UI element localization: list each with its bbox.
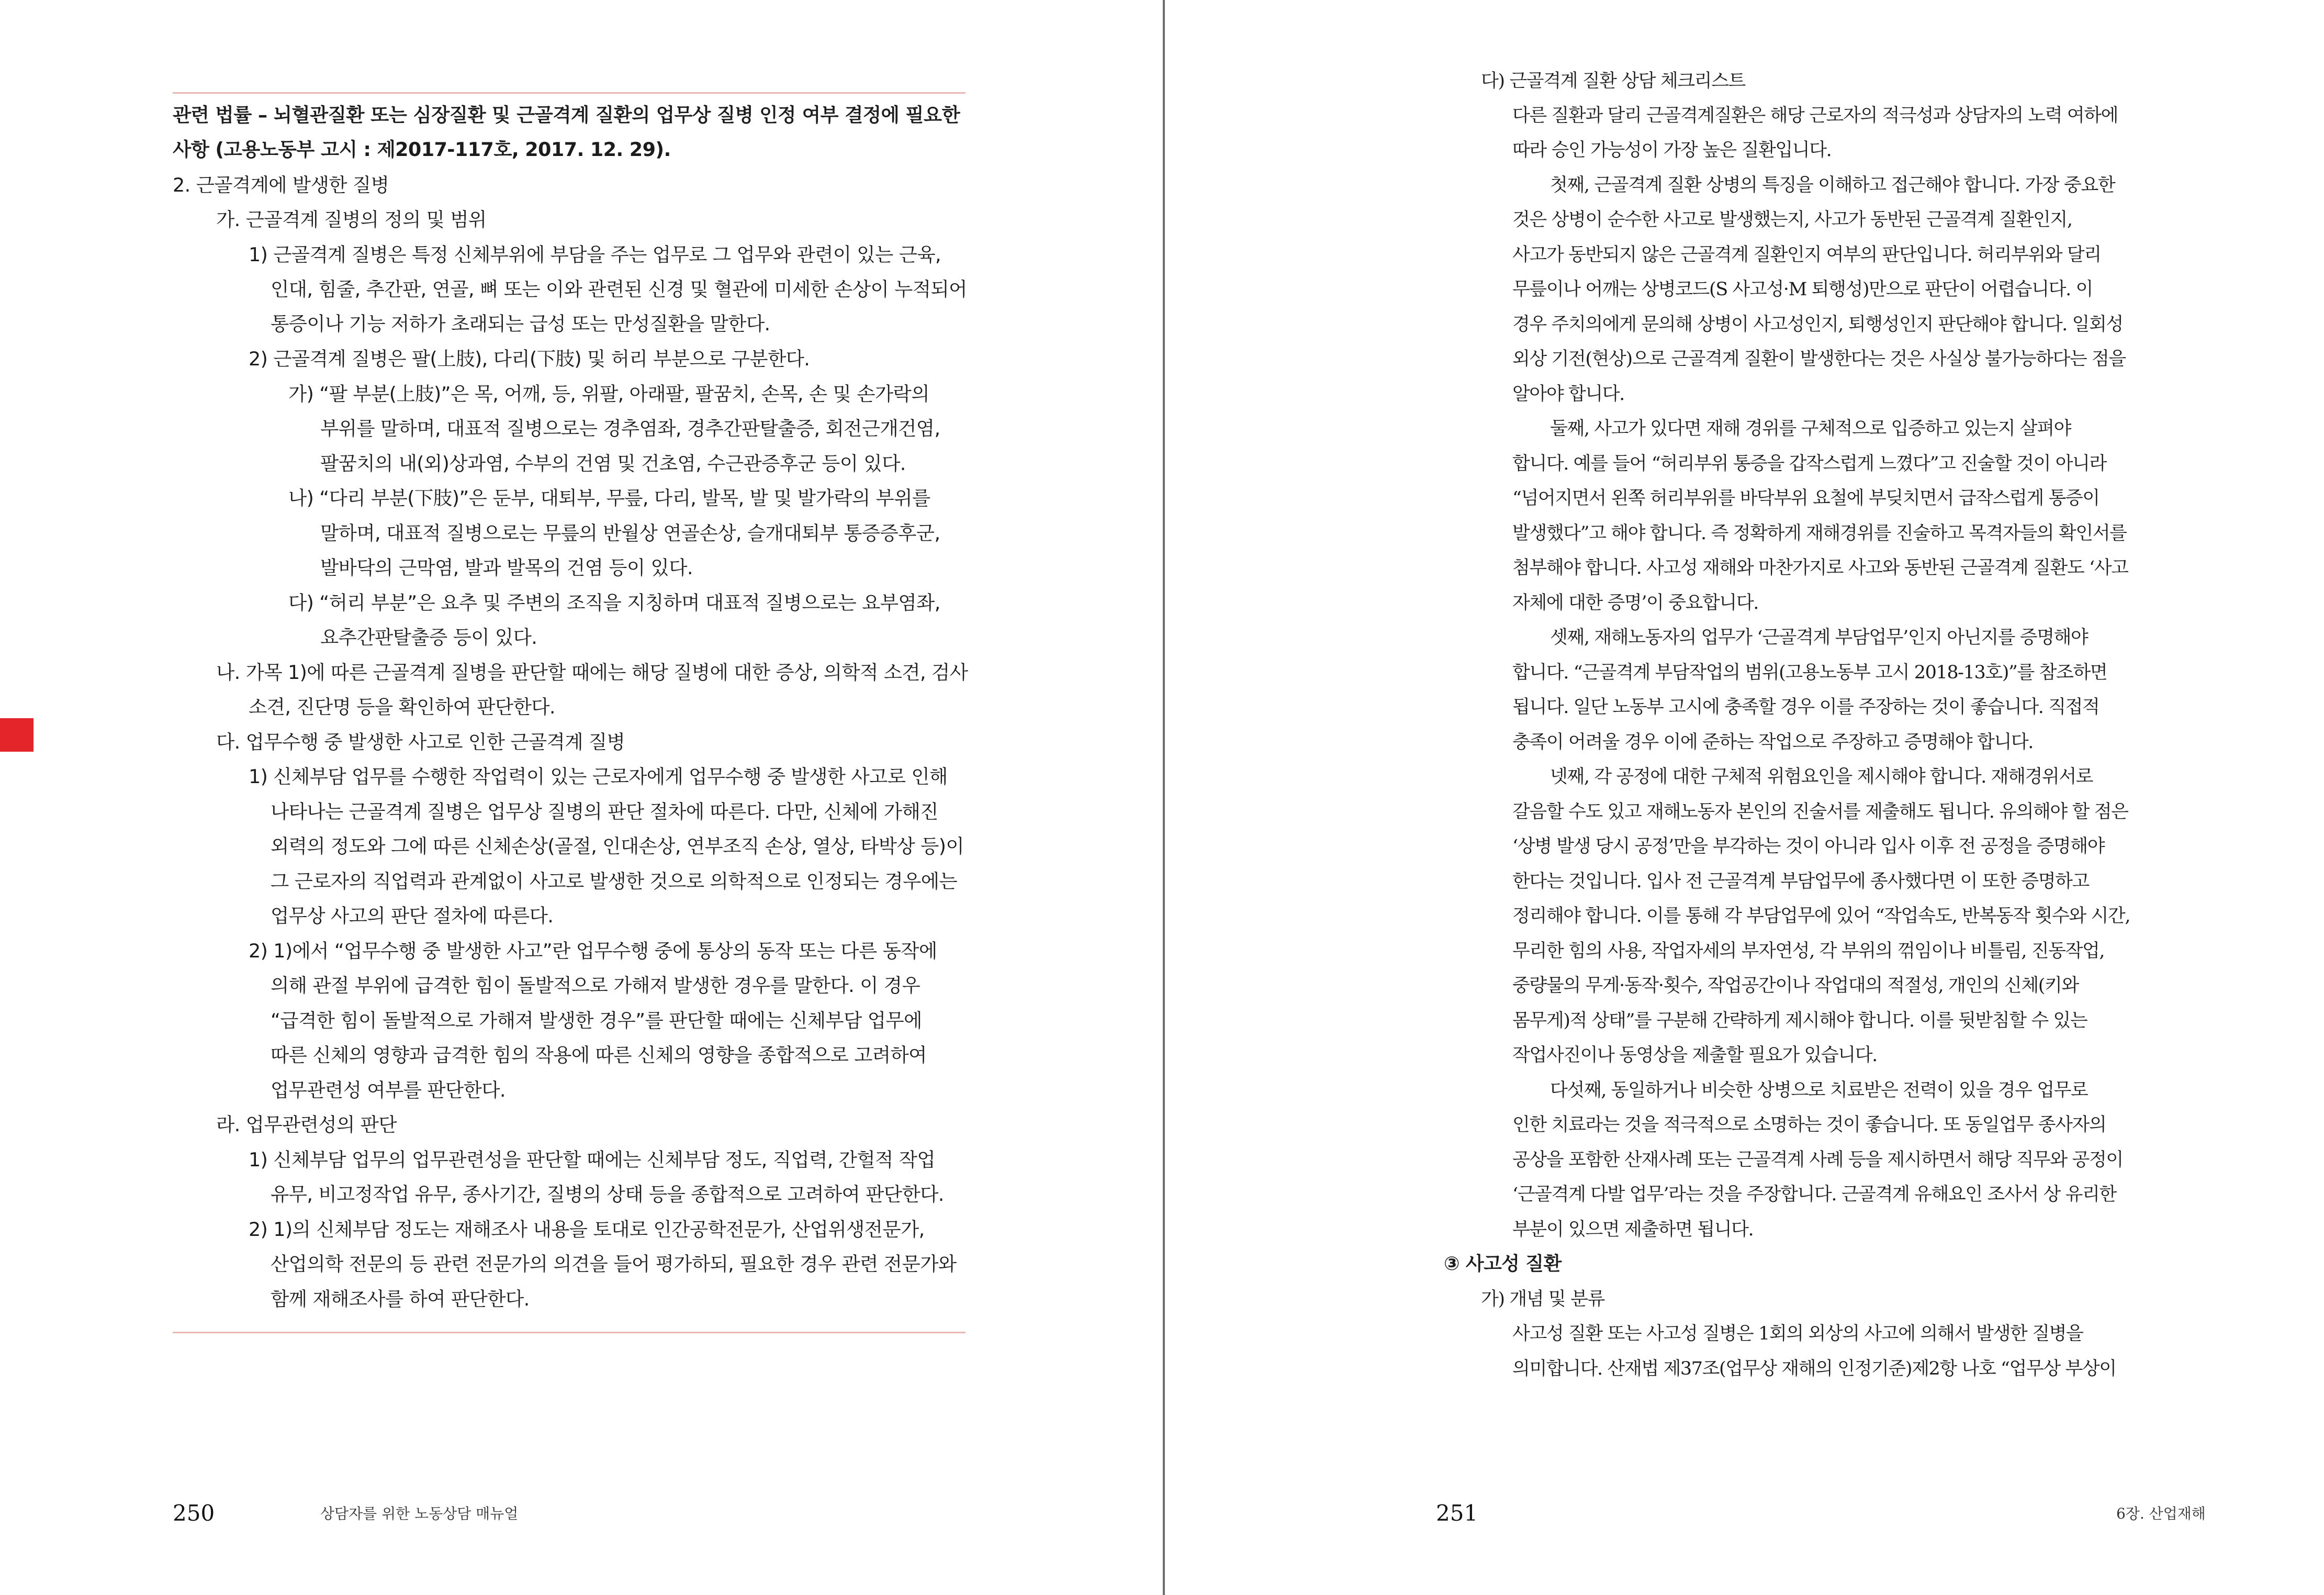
body-line: 것은 상병이 순수한 사고로 발생했는지, 사고가 동반된 근골격계 질환인지, — [1512, 209, 2072, 230]
body-line: 갈음할 수도 있고 재해노동자 본인의 진술서를 제출해도 됩니다. 유의해야 할 점은 — [1512, 801, 2128, 822]
page-number: 251 — [1436, 1500, 1478, 1526]
body-line: 첨부해야 합니다. 사고성 재해와 마찬가지로 사고와 동반된 근골격계 질환도 ‘사고 — [1512, 557, 2128, 578]
body-line: 무릎이나 어깨는 상병코드(S 사고성·M 퇴행성)만으로 판단이 어렵습니다. 이 — [1512, 279, 2093, 300]
body-line: 나) “다리 부분(下肢)”은 둔부, 대퇴부, 무릎, 다리, 발목, 발 및 발가락의 부위를 — [288, 487, 930, 509]
body-line: 알아야 합니다. — [1512, 384, 1624, 405]
body-line: 1) 신체부담 업무를 수행한 작업력이 있는 근로자에게 업무수행 중 발생한 사고로 인해 — [249, 765, 948, 788]
body-line: 통증이나 기능 저하가 초래되는 급성 또는 만성질환을 말한다. — [271, 313, 770, 335]
body-line: 자체에 대한 증명’이 중요합니다. — [1512, 593, 1758, 614]
body-line: 합니다. “근골격계 부담작업의 범위(고용노동부 고시 2018-13호)”를 참조하면 — [1512, 662, 2107, 683]
section-heading-bold: ③ 사고성 질환 — [1444, 1253, 1562, 1275]
body-line: 2) 1)에서 “업무수행 중 발생한 사고”란 업무수행 중에 통상의 동작 또는 다른 동작에 — [249, 940, 937, 962]
body-line: 외상 기전(현상)으로 근골격계 질환이 발생한다는 것은 사실상 불가능하다는 점을 — [1512, 349, 2126, 370]
body-line: 셋째, 재해노동자의 업무가 ‘근골격계 부담업무’인지 아닌지를 증명해야 — [1550, 627, 2088, 648]
body-line: 발바닥의 근막염, 발과 발목의 건염 등이 있다. — [320, 556, 693, 579]
body-line: “급격한 힘이 돌발적으로 가해져 발생한 경우”를 판단할 때에는 신체부담 업무에 — [271, 1009, 922, 1032]
section-heading: 2. 근골격계에 발생한 질병 — [173, 174, 389, 196]
top-rule — [173, 92, 965, 94]
body-line: 다섯째, 동일하거나 비슷한 상병으로 치료받은 전력이 있을 경우 업무로 — [1550, 1080, 2088, 1101]
body-line: 1) 신체부담 업무의 업무관련성을 판단할 때에는 신체부담 정도, 직업력, 간헐적 작업 — [249, 1148, 936, 1171]
body-line: 업무관련성 여부를 판단한다. — [271, 1079, 506, 1101]
body-line: 가) “팔 부분(上肢)”은 목, 어깨, 등, 위팔, 아래팔, 팔꿈치, 손목, 손 및 손가락의 — [288, 383, 929, 405]
body-line: 유무, 비고정작업 유무, 종사기간, 질병의 상태 등을 종합적으로 고려하여 판단한다. — [271, 1183, 944, 1206]
body-line: 충족이 어려울 경우 이에 준하는 작업으로 주장하고 증명해야 합니다. — [1512, 732, 2034, 753]
body-line: 됩니다. 일단 노동부 고시에 충족할 경우 이를 주장하는 것이 좋습니다. 직접적 — [1512, 697, 2100, 718]
body-line: 인대, 힘줄, 추간판, 연골, 뼈 또는 이와 관련된 신경 및 혈관에 미세한 손상이 누적되어 — [271, 278, 967, 300]
body-line: 2) 근골격계 질병은 팔(上肢), 다리(下肢) 및 허리 부분으로 구분한다. — [249, 348, 810, 370]
body-line: 작업사진이나 동영상을 제출할 필요가 있습니다. — [1512, 1045, 1877, 1066]
running-title: 6장. 산업재해 — [2116, 1505, 2206, 1522]
section-heading: 다) 근골격계 질환 상담 체크리스트 — [1481, 71, 1745, 92]
body-line: 넷째, 각 공정에 대한 구체적 위험요인을 제시해야 합니다. 재해경위서로 — [1550, 766, 2093, 787]
right-page — [1165, 0, 2324, 1595]
body-line: 말하며, 대표적 질병으로는 무릎의 반월상 연골손상, 슬개대퇴부 통증증후군, — [320, 522, 940, 544]
chapter-tab-marker — [0, 718, 33, 752]
body-line: 발생했다”고 해야 합니다. 즉 정확하게 재해경위를 진술하고 목격자들의 확인서를 — [1512, 523, 2127, 544]
body-line: 부분이 있으면 제출하면 됩니다. — [1512, 1219, 1754, 1240]
body-line: 중량물의 무게·동작·횟수, 작업공간이나 작업대의 적절성, 개인의 신체(키와 — [1512, 975, 2079, 996]
body-line: 한다는 것입니다. 입사 전 근골격계 부담업무에 종사했다면 이 또한 증명하고 — [1512, 871, 2089, 892]
body-line: 요추간판탈출증 등이 있다. — [320, 626, 537, 649]
body-line: 다른 질환과 달리 근골격계질환은 해당 근로자의 적극성과 상담자의 노력 여하에 — [1512, 105, 2118, 126]
body-line: ‘상병 발생 당시 공정’만을 부각하는 것이 아니라 입사 이후 전 공정을 증명해야 — [1512, 836, 2105, 857]
body-line: 나타나는 근골격계 질병은 업무상 질병의 판단 절차에 따른다. 다만, 신체에 가해진 — [271, 800, 938, 823]
body-line: 업무상 사고의 판단 절차에 따른다. — [271, 905, 554, 927]
body-line: 몸무게)적 상태”를 구분해 간략하게 제시해야 합니다. 이를 뒷받침할 수 있는 — [1512, 1010, 2087, 1031]
law-heading-line-1: 관련 법률 – 뇌혈관질환 또는 심장질환 및 근골격계 질환의 업무상 질병 인정 여부 결정에 필요한 — [173, 104, 960, 126]
body-line: “넘어지면서 왼쪽 허리부위를 바닥부위 요철에 부딪치면서 급작스럽게 통증이 — [1512, 488, 2100, 509]
body-line: 경우 주치의에게 문의해 상병이 사고성인지, 퇴행성인지 판단해야 합니다. 일회성 — [1512, 314, 2123, 335]
subsection-heading: 나. 가목 1)에 따른 근골격계 질병을 판단할 때에는 해당 질병에 대한 증상, 의학적 소견, 검사 — [216, 661, 968, 684]
body-line: 의해 관절 부위에 급격한 힘이 돌발적으로 가해져 발생한 경우를 말한다. 이 경우 — [271, 974, 920, 997]
subsection-heading: 라. 업무관련성의 판단 — [216, 1113, 397, 1136]
body-line: 2) 1)의 신체부담 정도는 재해조사 내용을 토대로 인간공학전문가, 산업위생전문가, — [249, 1218, 925, 1241]
body-line: 그 근로자의 직업력과 관계없이 사고로 발생한 것으로 의학적으로 인정되는 경우에는 — [271, 870, 958, 893]
body-line: 외력의 정도와 그에 따른 신체손상(골절, 인대손상, 연부조직 손상, 열상, 타박상 등)이 — [271, 835, 964, 857]
body-line: ‘근골격계 다발 업무’라는 것을 주장합니다. 근골격계 유해요인 조사서 상 유리한 — [1512, 1184, 2116, 1205]
body-line: 산업의학 전문의 등 관련 전문가의 의견을 들어 평가하되, 필요한 경우 관련 전문가와 — [271, 1253, 957, 1275]
body-line: 정리해야 합니다. 이를 통해 각 부담업무에 있어 “작업속도, 반복동작 횟수와 시간, — [1512, 906, 2130, 927]
body-line: 의미합니다. 산재법 제37조(업무상 재해의 인정기준)제2항 나호 “업무상 부상이 — [1512, 1358, 2116, 1379]
bottom-rule — [173, 1332, 965, 1333]
body-line: 둘째, 사고가 있다면 재해 경위를 구체적으로 입증하고 있는지 살펴야 — [1550, 418, 2071, 439]
body-line: 합니다. 예를 들어 “허리부위 통증을 갑작스럽게 느꼈다”고 진술할 것이 아니라 — [1512, 453, 2106, 474]
body-line: 인한 치료라는 것을 적극적으로 소명하는 것이 좋습니다. 또 동일업무 종사자의 — [1512, 1114, 2106, 1135]
body-line: 사고성 질환 또는 사고성 질병은 1회의 외상의 사고에 의해서 발생한 질병을 — [1512, 1323, 2083, 1344]
page-number: 250 — [173, 1500, 215, 1526]
subsection-heading: 가. 근골격계 질병의 정의 및 범위 — [216, 208, 487, 231]
body-line: 첫째, 근골격계 질환 상병의 특징을 이해하고 접근해야 합니다. 가장 중요한 — [1550, 175, 2115, 196]
body-line: 따른 신체의 영향과 급격한 힘의 작용에 따른 신체의 영향을 종합적으로 고려하여 — [271, 1044, 927, 1066]
body-line: 함께 재해조사를 하여 판단한다. — [271, 1288, 530, 1310]
body-line: 소견, 진단명 등을 확인하여 판단한다. — [249, 696, 555, 718]
body-line: 부위를 말하며, 대표적 질병으로는 경추염좌, 경추간판탈출증, 회전근개건염, — [320, 417, 940, 440]
body-line: 무리한 힘의 사용, 작업자세의 부자연성, 각 부위의 꺾임이나 비틀림, 진동작업, — [1512, 941, 2105, 962]
body-line: 1) 근골격계 질병은 특정 신체부위에 부담을 주는 업무로 그 업무와 관련이 있는 근육, — [249, 243, 941, 266]
body-line: 사고가 동반되지 않은 근골격계 질환인지 여부의 판단입니다. 허리부위와 달리 — [1512, 244, 2101, 265]
body-line: 따라 승인 가능성이 가장 높은 질환입니다. — [1512, 140, 1832, 161]
body-line: 팔꿈치의 내(외)상과염, 수부의 건염 및 건초염, 수근관증후군 등이 있다. — [320, 452, 906, 475]
subsection-heading: 가) 개념 및 분류 — [1481, 1289, 1604, 1310]
running-title: 상담자를 위한 노동상담 매뉴얼 — [320, 1505, 519, 1522]
law-heading-line-2: 사항 (고용노동부 고시 : 제2017-117호, 2017. 12. 29). — [173, 138, 671, 161]
body-line: 다) “허리 부분”은 요추 및 주변의 조직을 지칭하며 대표적 질병으로는 요부염좌, — [288, 592, 940, 614]
body-line: 공상을 포함한 산재사례 또는 근골격계 사례 등을 제시하면서 해당 직무와 공정이 — [1512, 1150, 2123, 1170]
subsection-heading: 다. 업무수행 중 발생한 사고로 인한 근골격계 질병 — [216, 731, 625, 753]
